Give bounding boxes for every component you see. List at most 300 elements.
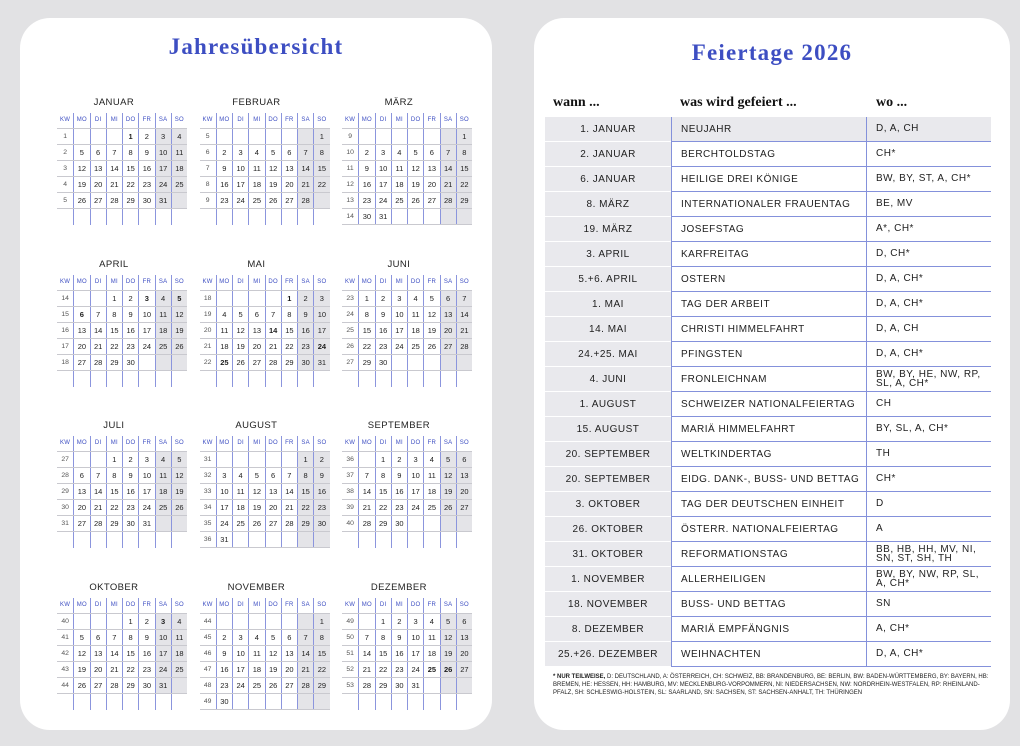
day-cell: 24 [391, 339, 407, 354]
holiday-name: WEIHNACHTEN [671, 642, 866, 667]
holiday-region: SN [866, 592, 991, 617]
day-cell: 16 [138, 161, 154, 176]
empty-day-cell [313, 694, 329, 709]
empty-cell [200, 371, 216, 387]
month-name: DEZEMBER [370, 581, 427, 593]
day-cell: 15 [375, 646, 391, 661]
empty-day-cell [106, 614, 122, 629]
day-cell: 5 [73, 145, 89, 160]
empty-cell [375, 694, 391, 710]
holiday-name: MARIÄ HIMMELFAHRT [671, 417, 866, 442]
week-row [57, 468, 187, 484]
day-cell: 27 [281, 193, 297, 208]
empty-cell [456, 371, 472, 387]
month-name: NOVEMBER [227, 581, 286, 593]
day-cell: 27 [248, 355, 264, 370]
week-row [200, 516, 330, 532]
day-cell: 9 [375, 307, 391, 322]
empty-day-cell [232, 291, 248, 306]
weekday-header: MI [106, 436, 122, 451]
empty-day-cell [297, 532, 313, 547]
holiday-name: JOSEFSTAG [671, 217, 866, 242]
empty-day-cell [281, 694, 297, 709]
holiday-date: 31. OKTOBER [545, 542, 671, 567]
weekday-header: SO [456, 275, 472, 290]
day-cell: 24 [155, 177, 171, 192]
day-cell: 12 [171, 307, 187, 322]
week-number: 14 [61, 294, 69, 302]
day-cell: 2 [216, 630, 232, 645]
day-cell: 30 [391, 516, 407, 531]
day-cell: 31 [138, 516, 154, 531]
weekday-header: SA [297, 436, 313, 451]
week-number: 24 [346, 310, 354, 318]
day-cell: 9 [122, 307, 138, 322]
weekday-header: SO [171, 436, 187, 451]
empty-day-cell [358, 614, 374, 629]
day-cell: 15 [106, 323, 122, 338]
day-cell: 24 [407, 662, 423, 677]
day-cell: 29 [106, 355, 122, 370]
weekday-header: MI [248, 436, 264, 451]
week-number: 4 [63, 181, 68, 188]
day-cell: 15 [313, 161, 329, 176]
day-cell: 25 [155, 339, 171, 354]
empty-day-cell [440, 678, 456, 693]
empty-cell [138, 694, 154, 710]
empty-cell [342, 694, 358, 710]
day-cell: 8 [122, 630, 138, 645]
month-calendar [342, 419, 472, 581]
empty-week-row [57, 532, 187, 548]
day-cell: 22 [375, 662, 391, 677]
month-calendar [57, 258, 187, 420]
day-cell: 1 [358, 291, 374, 306]
empty-cell [57, 532, 73, 548]
month-calendar [342, 581, 472, 731]
holiday-name: WELTKINDERTAG [671, 442, 866, 467]
day-cell: 18 [155, 323, 171, 338]
week-row [200, 355, 330, 371]
weekday-header: MI [248, 113, 264, 128]
day-cell: 19 [440, 646, 456, 661]
week-row [57, 516, 187, 532]
day-cell: 18 [216, 339, 232, 354]
day-cell: 6 [456, 614, 472, 629]
month-name: APRIL [99, 258, 129, 270]
day-cell: 1 [122, 129, 138, 144]
day-cell: 17 [138, 323, 154, 338]
day-cell: 6 [90, 630, 106, 645]
empty-day-cell [407, 516, 423, 531]
weekday-header: MI [248, 275, 264, 290]
week-row [57, 500, 187, 516]
empty-day-cell [391, 209, 407, 224]
day-cell: 3 [155, 614, 171, 629]
day-cell: 13 [73, 484, 89, 499]
month-calendar [342, 258, 472, 420]
holiday-name: TAG DER ARBEIT [671, 292, 866, 317]
day-cell: 12 [248, 484, 264, 499]
day-cell: 13 [440, 307, 456, 322]
empty-day-cell [265, 452, 281, 467]
day-cell: 27 [423, 193, 439, 208]
week-number: 27 [61, 456, 69, 463]
day-cell: 2 [375, 291, 391, 306]
week-number: 18 [203, 294, 212, 302]
empty-cell [440, 532, 456, 548]
day-cell: 21 [106, 177, 122, 192]
empty-cell [440, 694, 456, 710]
day-cell: 24 [232, 193, 248, 208]
day-cell: 5 [248, 468, 264, 483]
week-number: 20 [203, 326, 212, 334]
holiday-row [545, 192, 991, 217]
holiday-row [545, 367, 991, 392]
week-row [57, 307, 187, 323]
weekday-header: MO [73, 113, 89, 128]
weekday-header: SA [440, 598, 456, 613]
day-cell: 2 [122, 291, 138, 306]
week-number-header: KW [202, 601, 213, 608]
empty-cell [281, 209, 297, 225]
empty-day-cell [73, 291, 89, 306]
day-cell: 18 [423, 646, 439, 661]
empty-cell [407, 694, 423, 710]
week-number: 31 [203, 456, 212, 463]
day-cell: 2 [391, 452, 407, 467]
day-cell: 6 [281, 145, 297, 160]
holiday-region: TH [866, 442, 991, 467]
weekday-header: DO [265, 275, 281, 290]
month-calendar [57, 96, 187, 258]
holidays-page [534, 18, 1010, 730]
day-cell: 14 [106, 161, 122, 176]
day-cell: 6 [73, 307, 89, 322]
weekday-header-row [342, 436, 472, 452]
week-number: 44 [203, 617, 212, 625]
empty-week-row [200, 209, 330, 225]
weekday-header: DO [407, 598, 423, 613]
week-number: 21 [203, 342, 212, 350]
weekday-header: SO [313, 436, 329, 451]
week-row [200, 307, 330, 323]
empty-cell [456, 694, 472, 710]
empty-cell [90, 694, 106, 710]
day-cell: 4 [171, 614, 187, 629]
day-cell: 17 [232, 662, 248, 677]
holiday-name: EIDG. DANK-, BUSS- UND BETTAG [671, 467, 866, 492]
day-cell: 7 [106, 630, 122, 645]
week-number: 49 [203, 697, 212, 705]
weekday-header: SA [297, 275, 313, 290]
day-cell: 21 [440, 177, 456, 192]
day-cell: 28 [358, 678, 374, 693]
empty-day-cell [90, 129, 106, 144]
week-number: 5 [63, 197, 68, 204]
week-row [57, 630, 187, 646]
week-row [57, 614, 187, 630]
month-calendar [200, 581, 330, 731]
day-cell: 15 [456, 161, 472, 176]
day-cell: 20 [440, 323, 456, 338]
weekday-header: FR [281, 436, 297, 451]
empty-day-cell [407, 209, 423, 224]
day-cell: 7 [358, 630, 374, 645]
day-cell: 27 [265, 516, 281, 531]
holiday-name: SCHWEIZER NATIONALFEIERTAG [671, 392, 866, 417]
day-cell: 21 [297, 662, 313, 677]
day-cell: 14 [106, 646, 122, 661]
weekday-header: SA [440, 275, 456, 290]
weekday-header: DI [232, 275, 248, 290]
holiday-row [545, 117, 991, 142]
weekday-header: DI [232, 598, 248, 613]
weekday-header-row [342, 598, 472, 614]
empty-cell [57, 694, 73, 710]
day-cell: 29 [106, 516, 122, 531]
empty-day-cell [90, 291, 106, 306]
day-cell: 28 [90, 355, 106, 370]
day-cell: 5 [232, 307, 248, 322]
day-cell: 4 [423, 452, 439, 467]
day-cell: 11 [407, 307, 423, 322]
empty-cell [122, 532, 138, 548]
empty-day-cell [456, 678, 472, 693]
empty-day-cell [171, 355, 187, 370]
holiday-region: CH [866, 392, 991, 417]
week-number: 29 [61, 488, 69, 495]
weekday-header: DO [122, 598, 138, 613]
weekday-header: SO [171, 598, 187, 613]
week-row [200, 678, 330, 694]
day-cell: 19 [423, 323, 439, 338]
week-row [57, 355, 187, 371]
empty-day-cell [265, 532, 281, 547]
week-row [342, 484, 472, 500]
year-calendar-grid [57, 96, 472, 730]
weekday-header: MO [358, 598, 374, 613]
week-number: 14 [346, 213, 354, 220]
day-cell: 19 [248, 500, 264, 515]
day-cell: 17 [155, 161, 171, 176]
day-cell: 25 [232, 516, 248, 531]
empty-day-cell [407, 129, 423, 144]
weekday-header: SA [297, 598, 313, 613]
holiday-row [545, 217, 991, 242]
empty-cell [358, 532, 374, 548]
day-cell: 9 [138, 145, 154, 160]
week-row [57, 484, 187, 500]
empty-day-cell [391, 129, 407, 144]
day-cell: 13 [73, 323, 89, 338]
day-cell: 24 [313, 339, 329, 354]
empty-day-cell [456, 516, 472, 531]
holiday-row [545, 442, 991, 467]
day-cell: 3 [155, 129, 171, 144]
holiday-name: NEUJAHR [671, 117, 866, 142]
weekday-header: SO [313, 275, 329, 290]
month-name: SEPTEMBER [367, 420, 430, 431]
day-cell: 23 [391, 662, 407, 677]
week-row [200, 193, 330, 209]
day-cell: 22 [313, 662, 329, 677]
week-row [200, 323, 330, 339]
week-number: 35 [203, 520, 212, 527]
empty-day-cell [423, 209, 439, 224]
day-cell: 18 [171, 646, 187, 661]
day-cell: 24 [138, 339, 154, 354]
week-row [342, 307, 472, 323]
empty-cell [342, 532, 358, 548]
holiday-row [545, 542, 991, 567]
empty-cell [265, 209, 281, 225]
day-cell: 20 [456, 646, 472, 661]
day-cell: 2 [297, 291, 313, 306]
day-cell: 14 [297, 161, 313, 176]
day-cell: 23 [138, 662, 154, 677]
empty-day-cell [73, 452, 89, 467]
holiday-name: PFINGSTEN [671, 342, 866, 367]
empty-day-cell [440, 516, 456, 531]
day-cell: 11 [171, 630, 187, 645]
day-cell: 23 [122, 339, 138, 354]
day-cell: 11 [423, 630, 439, 645]
holiday-region: D, A, CH [866, 117, 991, 142]
day-cell: 13 [248, 323, 264, 338]
day-cell: 8 [375, 468, 391, 483]
day-cell: 21 [281, 500, 297, 515]
day-cell: 6 [440, 291, 456, 306]
day-cell: 28 [281, 516, 297, 531]
day-cell: 16 [122, 323, 138, 338]
day-cell: 27 [440, 339, 456, 354]
day-cell: 16 [391, 484, 407, 499]
day-cell: 19 [171, 323, 187, 338]
empty-cell [313, 371, 329, 387]
weekday-header: DO [265, 598, 281, 613]
week-number: 36 [346, 456, 354, 463]
week-row [200, 614, 330, 630]
empty-week-row [57, 371, 187, 387]
week-row [342, 193, 472, 209]
day-cell: 7 [281, 468, 297, 483]
empty-day-cell [358, 452, 374, 467]
day-cell: 3 [138, 452, 154, 467]
day-cell: 4 [248, 145, 264, 160]
week-row [57, 291, 187, 307]
weekday-header: MI [106, 275, 122, 290]
weekday-header: MO [216, 275, 232, 290]
empty-day-cell [171, 678, 187, 693]
empty-day-cell [138, 355, 154, 370]
day-cell: 12 [265, 646, 281, 661]
holiday-date: 8. MÄRZ [545, 192, 671, 217]
day-cell: 19 [440, 484, 456, 499]
day-cell: 14 [297, 646, 313, 661]
day-cell: 9 [122, 468, 138, 483]
empty-day-cell [106, 129, 122, 144]
week-row [57, 323, 187, 339]
weekday-header: DO [265, 436, 281, 451]
day-cell: 16 [313, 484, 329, 499]
week-row [200, 500, 330, 516]
week-row [342, 209, 472, 225]
day-cell: 2 [216, 145, 232, 160]
empty-day-cell [265, 614, 281, 629]
empty-cell [90, 532, 106, 548]
weekday-header: DO [407, 113, 423, 128]
day-cell: 5 [440, 614, 456, 629]
holiday-name: INTERNATIONALER FRAUENTAG [671, 192, 866, 217]
day-cell: 20 [423, 177, 439, 192]
weekday-header-row [342, 113, 472, 129]
empty-day-cell [248, 291, 264, 306]
day-cell: 22 [313, 177, 329, 192]
empty-day-cell [313, 193, 329, 208]
day-cell: 30 [297, 355, 313, 370]
day-cell: 21 [106, 662, 122, 677]
day-cell: 2 [313, 452, 329, 467]
day-cell: 18 [248, 662, 264, 677]
day-cell: 22 [281, 339, 297, 354]
week-row [342, 516, 472, 532]
day-cell: 30 [391, 678, 407, 693]
week-row [200, 468, 330, 484]
holiday-row [545, 167, 991, 192]
empty-day-cell [440, 209, 456, 224]
day-cell: 7 [456, 291, 472, 306]
empty-cell [313, 209, 329, 225]
empty-cell [358, 694, 374, 710]
weekday-header: SA [155, 598, 171, 613]
day-cell: 17 [138, 484, 154, 499]
empty-cell [90, 371, 106, 387]
weekday-header-row [57, 598, 187, 614]
week-number: 1 [63, 133, 68, 140]
day-cell: 17 [216, 500, 232, 515]
day-cell: 15 [375, 484, 391, 499]
weekday-header-row [57, 113, 187, 129]
weekday-header: MI [391, 275, 407, 290]
empty-cell [407, 532, 423, 548]
empty-cell [73, 371, 89, 387]
day-cell: 29 [456, 193, 472, 208]
day-cell: 2 [358, 145, 374, 160]
day-cell: 26 [423, 339, 439, 354]
weekday-header: SO [171, 113, 187, 128]
week-number: 13 [346, 197, 354, 204]
day-cell: 17 [391, 323, 407, 338]
empty-cell [73, 209, 89, 225]
day-cell: 31 [216, 532, 232, 547]
day-cell: 10 [391, 307, 407, 322]
day-cell: 14 [440, 161, 456, 176]
week-number: 44 [61, 681, 69, 689]
day-cell: 22 [106, 500, 122, 515]
day-cell: 7 [106, 145, 122, 160]
column-header-what: was wird gefeiert ... [680, 95, 797, 110]
weekday-header: SO [313, 113, 329, 128]
week-number: 6 [205, 149, 210, 156]
weekday-header: MI [248, 598, 264, 613]
week-number-header: KW [344, 278, 356, 285]
day-cell: 18 [171, 161, 187, 176]
day-cell: 14 [456, 307, 472, 322]
week-number: 40 [61, 617, 69, 625]
empty-cell [90, 209, 106, 225]
empty-cell [106, 532, 122, 548]
